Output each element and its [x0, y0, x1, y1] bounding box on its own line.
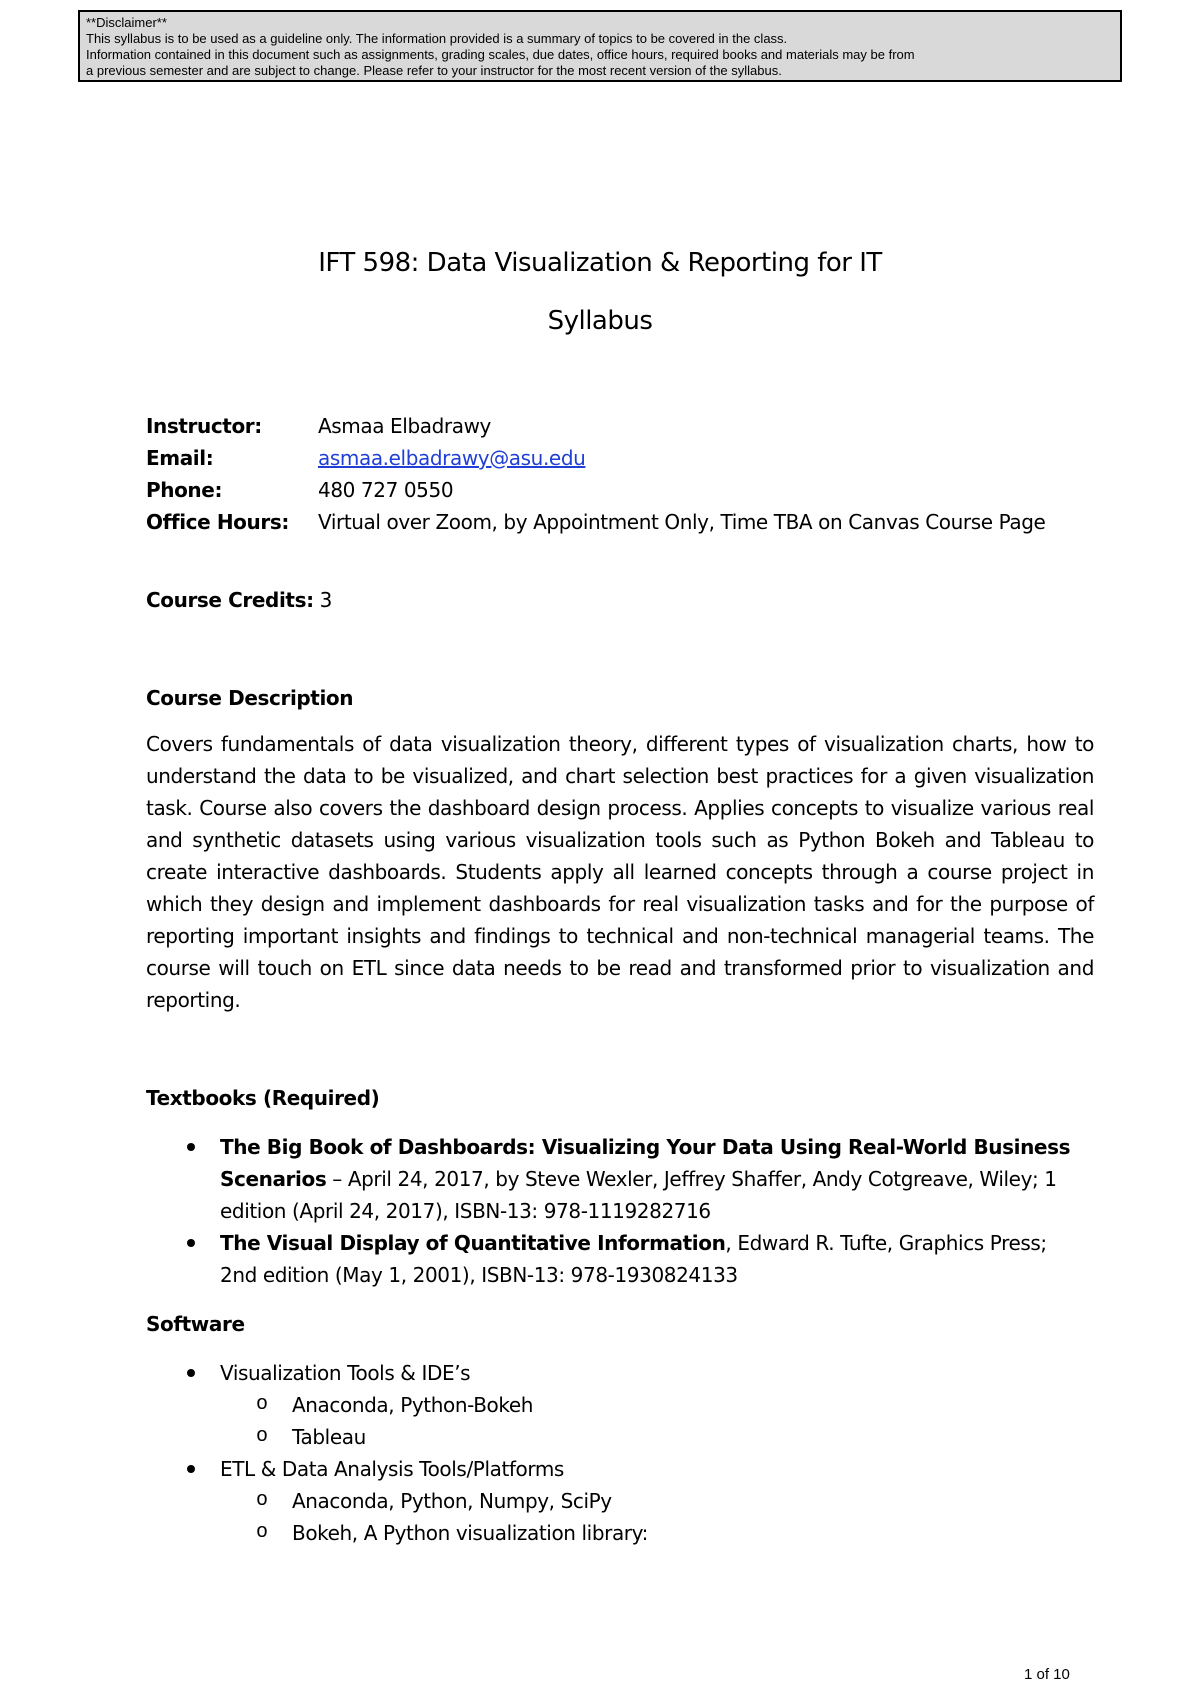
phone-label: Phone:	[146, 478, 223, 502]
document-subtitle: Syllabus	[547, 306, 653, 336]
phone-value: 480 727 0550	[318, 478, 454, 502]
disclaimer-line: Information contained in this document such as assignments, grading scales, due dates, office hours, required books and materials may be from	[86, 47, 915, 62]
software-group: ETL & Data Analysis Tools/Platforms	[146, 1453, 1072, 1485]
software-group: Visualization Tools & IDE’s	[146, 1357, 1072, 1389]
disclaimer-line: This syllabus is to be used as a guideline only. The information provided is a summary of topics to be covered in the class.	[86, 31, 788, 46]
software-item: o Anaconda, Python, Numpy, SciPy	[146, 1485, 1072, 1517]
office-hours-label: Office Hours:	[146, 510, 289, 534]
office-hours-value: Virtual over Zoom, by Appointment Only, Time TBA on Canvas Course Page	[318, 510, 1046, 534]
textbook-title: The Big Book of Dashboards: Visualizing Your Data Using Real-World Business Scenarios	[220, 1135, 1071, 1191]
textbooks-list	[146, 1131, 1072, 1291]
instructor-label: Instructor:	[146, 414, 262, 438]
software-heading: Software	[146, 1312, 245, 1336]
textbook-title: The Visual Display of Quantitative Information	[220, 1231, 726, 1255]
software-item: o Tableau	[146, 1421, 1072, 1453]
course-credits-value: 3	[313, 588, 332, 612]
course-description-text: Covers fundamentals of data visualization theory, different types of visualization charts, how to understand the data to be visualized, and chart selection best practices for a given visualization task. Course also covers the dashboard design process. Applies concepts to visualize various real and synthetic datasets using various visualization tools such as Python Bokeh and Tableau to create interactive dashboards. Students apply all learned concepts through a course project in which they design and implement dashboards for real visualization tasks and for the purpose of reporting important insights and findings to technical and non-technical managerial teams. The course will touch on ETL since data needs to be read and transformed prior to visualization and reporting.	[146, 732, 1094, 1012]
course-title: IFT 598: Data Visualization & Reporting for IT	[318, 248, 882, 278]
disclaimer-box	[78, 10, 1122, 82]
course-description-heading: Course Description	[146, 686, 354, 710]
textbooks-heading: Textbooks (Required)	[146, 1086, 380, 1110]
textbook-item	[146, 1227, 1072, 1291]
software-item: o Bokeh, A Python visualization library:	[146, 1517, 1072, 1549]
page-number: 1 of 10	[1024, 1666, 1070, 1683]
software-item: o Anaconda, Python-Bokeh	[146, 1389, 1072, 1421]
disclaimer-line: a previous semester and are subject to change. Please refer to your instructor for the most recent version of the syllabus.	[86, 63, 782, 78]
disclaimer-title: **Disclaimer**	[86, 15, 167, 30]
textbook-details: – April 24, 2017, by Steve Wexler, Jeffrey Shaffer, Andy Cotgreave, Wiley; 1 edition (April 24, 2017), ISBN-13: 978-1119282716	[220, 1167, 1057, 1223]
course-credits	[146, 588, 332, 612]
course-credits-label: Course Credits:	[146, 588, 314, 612]
textbook-details: , Edward R. Tufte, Graphics Press; 2nd edition (May 1, 2001), ISBN-13: 978-1930824133	[220, 1231, 1047, 1287]
email-link[interactable]: asmaa.elbadrawy@asu.edu	[318, 446, 586, 470]
textbook-item	[146, 1131, 1072, 1227]
software-list	[146, 1357, 1072, 1549]
instructor-name: Asmaa Elbadrawy	[318, 414, 491, 438]
email-label: Email:	[146, 446, 214, 470]
